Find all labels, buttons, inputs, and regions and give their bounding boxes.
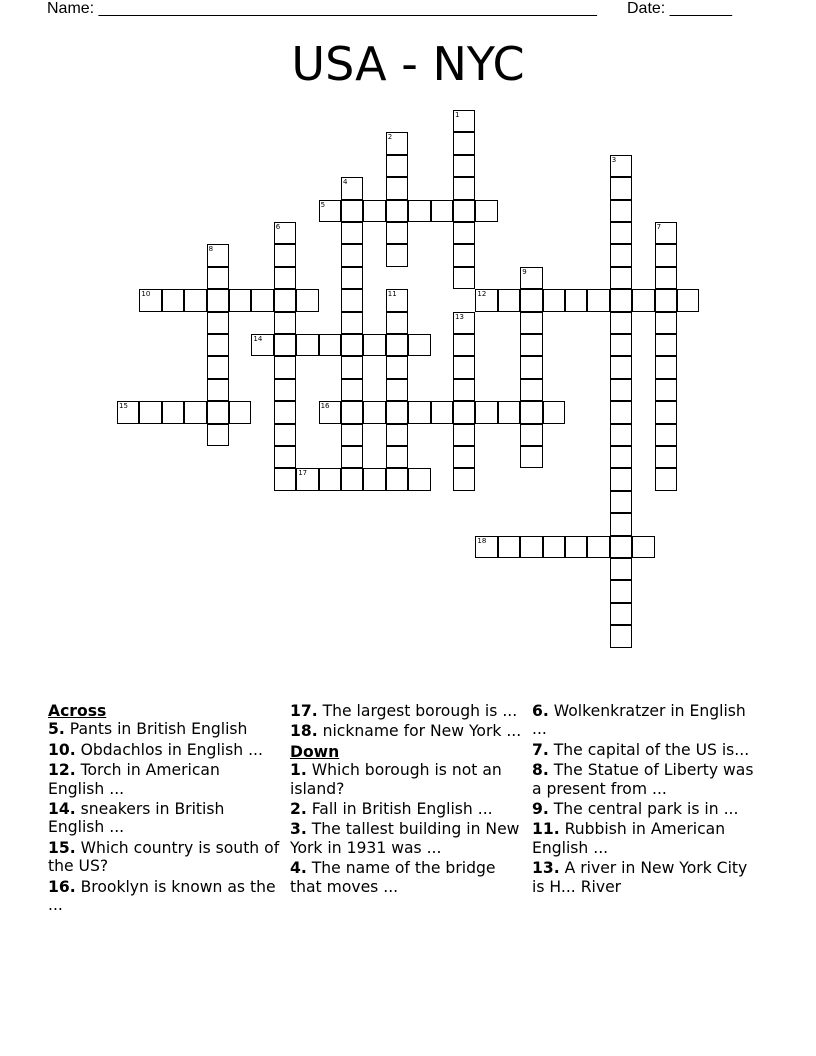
grid-cell[interactable] xyxy=(296,334,318,356)
grid-cell[interactable] xyxy=(520,334,542,356)
grid-cell[interactable] xyxy=(341,356,363,378)
cell-number: 15 xyxy=(119,402,128,411)
grid-cell[interactable] xyxy=(610,558,632,580)
grid-cell[interactable] xyxy=(610,177,632,199)
grid-cell[interactable] xyxy=(655,424,677,446)
clue-text: The Statue of Liberty was a present from ... xyxy=(532,761,754,798)
grid-cell[interactable] xyxy=(341,267,363,289)
grid-cell[interactable] xyxy=(229,289,251,311)
grid-cell[interactable] xyxy=(565,289,587,311)
grid-cell[interactable] xyxy=(520,424,542,446)
grid-cell[interactable] xyxy=(386,289,408,311)
grid-cell[interactable] xyxy=(431,401,453,423)
grid-cell[interactable] xyxy=(520,536,542,558)
grid-cell[interactable] xyxy=(453,424,475,446)
grid-cell[interactable] xyxy=(498,289,520,311)
grid-cell[interactable] xyxy=(341,379,363,401)
clue-number: 5. xyxy=(48,720,65,739)
clue-text: Pants in British English xyxy=(69,720,248,739)
grid-cell[interactable] xyxy=(610,580,632,602)
grid-cell[interactable] xyxy=(386,132,408,154)
grid-cell[interactable] xyxy=(207,267,229,289)
grid-cell[interactable] xyxy=(655,446,677,468)
grid-cell[interactable] xyxy=(386,155,408,177)
grid-cell[interactable] xyxy=(319,200,341,222)
grid-cell[interactable] xyxy=(453,132,475,154)
grid-cell[interactable] xyxy=(408,468,430,490)
grid-cell[interactable] xyxy=(341,289,363,311)
clue-number: 8. xyxy=(532,761,549,780)
grid-cell[interactable] xyxy=(655,379,677,401)
clue-across-14 xyxy=(48,800,280,837)
grid-cell[interactable] xyxy=(543,536,565,558)
grid-cell[interactable] xyxy=(207,401,229,423)
clue-text: Torch in American English ... xyxy=(48,761,220,798)
grid-cell[interactable] xyxy=(386,401,408,423)
grid-cell[interactable] xyxy=(453,379,475,401)
grid-cell[interactable] xyxy=(296,468,318,490)
grid-cell[interactable] xyxy=(543,401,565,423)
grid-cell[interactable] xyxy=(655,222,677,244)
grid-cell[interactable] xyxy=(408,200,430,222)
grid-cell[interactable] xyxy=(632,289,654,311)
clue-down-7 xyxy=(532,741,764,759)
grid-cell[interactable] xyxy=(677,289,699,311)
grid-cell[interactable] xyxy=(296,289,318,311)
grid-cell[interactable] xyxy=(386,468,408,490)
grid-cell[interactable] xyxy=(341,244,363,266)
grid-cell[interactable] xyxy=(610,312,632,334)
clue-text: Rubbish in American English ... xyxy=(532,820,726,857)
grid-cell[interactable] xyxy=(475,401,497,423)
grid-cell[interactable] xyxy=(386,244,408,266)
clue-text: A river in New York City is H... River xyxy=(532,859,748,896)
grid-cell[interactable] xyxy=(363,468,385,490)
grid-cell[interactable] xyxy=(274,401,296,423)
clue-number: 10. xyxy=(48,740,76,759)
clue-text: Which borough is not an island? xyxy=(290,761,502,798)
cell-number: 18 xyxy=(477,536,487,545)
cell-number: 9 xyxy=(522,267,527,276)
grid-cell[interactable] xyxy=(251,289,273,311)
clue-number: 15. xyxy=(48,838,76,857)
grid-cell[interactable] xyxy=(341,334,363,356)
grid-cell[interactable] xyxy=(453,334,475,356)
grid-cell[interactable] xyxy=(453,468,475,490)
grid-cell[interactable] xyxy=(610,379,632,401)
grid-cell[interactable] xyxy=(475,536,497,558)
grid-cell[interactable] xyxy=(274,356,296,378)
grid-cell[interactable] xyxy=(655,401,677,423)
grid-cell[interactable] xyxy=(610,603,632,625)
grid-cell[interactable] xyxy=(274,379,296,401)
clue-across-15 xyxy=(48,839,280,876)
grid-cell[interactable] xyxy=(319,468,341,490)
clues-column-2 xyxy=(290,702,522,898)
grid-cell[interactable] xyxy=(341,401,363,423)
grid-cell[interactable] xyxy=(274,424,296,446)
grid-cell[interactable] xyxy=(274,289,296,311)
grid-cell[interactable] xyxy=(274,446,296,468)
grid-cell[interactable] xyxy=(341,446,363,468)
cell-number: 14 xyxy=(253,335,263,343)
grid-cell[interactable] xyxy=(184,401,206,423)
clue-number: 17. xyxy=(290,702,318,720)
grid-cell[interactable] xyxy=(408,334,430,356)
cell-number: 11 xyxy=(387,290,397,299)
grid-cell[interactable] xyxy=(274,334,296,356)
grid-cell[interactable] xyxy=(162,289,184,311)
cell-number: 5 xyxy=(320,200,326,209)
grid-cell[interactable] xyxy=(207,424,229,446)
grid-cell[interactable] xyxy=(319,334,341,356)
name-field[interactable]: Name: ________________________________________________________ xyxy=(47,0,597,17)
clue-text: The capital of the US is... xyxy=(553,740,750,759)
grid-cell[interactable] xyxy=(475,289,497,311)
clues-column-3 xyxy=(532,702,764,898)
grid-cell[interactable] xyxy=(610,155,632,177)
grid-cell[interactable] xyxy=(408,401,430,423)
grid-cell[interactable] xyxy=(498,536,520,558)
grid-cell[interactable] xyxy=(386,177,408,199)
grid-cell[interactable] xyxy=(274,312,296,334)
grid-cell[interactable] xyxy=(453,244,475,266)
grid-cell[interactable] xyxy=(587,289,609,311)
grid-cell[interactable] xyxy=(386,334,408,356)
clue-number: 9. xyxy=(532,800,549,819)
grid-cell[interactable] xyxy=(453,110,475,132)
across-heading: Across xyxy=(48,702,107,720)
grid-cell[interactable] xyxy=(610,401,632,423)
clue-down-4 xyxy=(290,859,522,896)
grid-cell[interactable] xyxy=(520,289,542,311)
grid-cell[interactable] xyxy=(520,356,542,378)
grid-cell[interactable] xyxy=(655,244,677,266)
grid-cell[interactable] xyxy=(543,289,565,311)
grid-cell[interactable] xyxy=(453,155,475,177)
clue-text: Wolkenkratzer in English ... xyxy=(532,702,746,739)
cell-number: 16 xyxy=(320,402,330,411)
grid-cell[interactable] xyxy=(610,491,632,513)
grid-cell[interactable] xyxy=(386,446,408,468)
cell-number: 7 xyxy=(656,223,662,231)
cell-number: 3 xyxy=(611,155,617,164)
grid-cell[interactable] xyxy=(207,244,229,266)
grid-cell[interactable] xyxy=(610,244,632,266)
down-heading: Down xyxy=(290,742,340,761)
grid-cell[interactable] xyxy=(139,401,161,423)
clue-across-16 xyxy=(48,878,280,915)
grid-cell[interactable] xyxy=(229,401,251,423)
grid-cell[interactable] xyxy=(274,468,296,490)
grid-cell[interactable] xyxy=(453,267,475,289)
grid-cell[interactable] xyxy=(341,177,363,199)
clue-number: 1. xyxy=(290,761,307,780)
clue-down-9 xyxy=(532,800,764,818)
clue-down-11 xyxy=(532,820,764,857)
grid-cell[interactable] xyxy=(184,289,206,311)
grid-cell[interactable] xyxy=(610,200,632,222)
grid-cell[interactable] xyxy=(341,222,363,244)
clue-across-5 xyxy=(48,720,280,738)
clue-across-18 xyxy=(290,722,522,740)
grid-cell[interactable] xyxy=(207,289,229,311)
grid-cell[interactable] xyxy=(453,200,475,222)
clue-text: Brooklyn is known as the ... xyxy=(48,877,276,915)
clue-text: sneakers in British English ... xyxy=(48,800,225,837)
clue-number: 13. xyxy=(532,859,560,878)
cell-number: 1 xyxy=(455,111,460,119)
clue-number: 3. xyxy=(290,820,307,839)
grid-cell[interactable] xyxy=(610,468,632,490)
grid-cell[interactable] xyxy=(363,334,385,356)
grid-cell[interactable] xyxy=(520,379,542,401)
clue-text: The tallest building in New York in 1931 was ... xyxy=(290,820,520,857)
grid-cell[interactable] xyxy=(610,625,632,647)
cell-number: 8 xyxy=(208,245,214,254)
cell-number: 10 xyxy=(141,290,151,299)
grid-cell[interactable] xyxy=(139,289,161,311)
clue-down-3 xyxy=(290,820,522,857)
grid-cell[interactable] xyxy=(610,513,632,535)
grid-cell[interactable] xyxy=(363,200,385,222)
grid-cell[interactable] xyxy=(475,200,497,222)
grid-cell[interactable] xyxy=(610,222,632,244)
clue-down-1 xyxy=(290,761,522,798)
clue-number: 6. xyxy=(532,702,549,720)
clue-number: 18. xyxy=(290,722,318,741)
grid-cell[interactable] xyxy=(453,177,475,199)
clue-number: 2. xyxy=(290,800,307,819)
grid-cell[interactable] xyxy=(655,468,677,490)
grid-cell[interactable] xyxy=(655,334,677,356)
grid-cell[interactable] xyxy=(207,379,229,401)
clue-number: 4. xyxy=(290,859,307,878)
grid-cell[interactable] xyxy=(610,446,632,468)
grid-cell[interactable] xyxy=(453,312,475,334)
grid-cell[interactable] xyxy=(655,312,677,334)
grid-cell[interactable] xyxy=(610,356,632,378)
grid-cell[interactable] xyxy=(587,536,609,558)
grid-cell[interactable] xyxy=(453,446,475,468)
grid-cell[interactable] xyxy=(207,334,229,356)
grid-cell[interactable] xyxy=(363,401,385,423)
cell-number: 13 xyxy=(455,312,464,321)
clue-text: The name of the bridge that moves ... xyxy=(290,859,496,896)
grid-cell[interactable] xyxy=(565,536,587,558)
grid-cell[interactable] xyxy=(162,401,184,423)
grid-cell[interactable] xyxy=(610,334,632,356)
clue-number: 16. xyxy=(48,877,76,896)
clue-number: 7. xyxy=(532,740,549,759)
page-title: USA - NYC xyxy=(291,37,525,91)
grid-cell[interactable] xyxy=(453,356,475,378)
grid-cell[interactable] xyxy=(520,446,542,468)
clue-text: Fall in British English ... xyxy=(311,800,493,819)
grid-cell[interactable] xyxy=(274,244,296,266)
grid-cell[interactable] xyxy=(386,312,408,334)
clue-across-12 xyxy=(48,761,280,798)
clue-text: Obdachlos in English ... xyxy=(80,740,263,759)
cell-number: 6 xyxy=(275,223,281,231)
cell-number: 4 xyxy=(343,178,348,187)
grid-cell[interactable] xyxy=(655,356,677,378)
grid-cell[interactable] xyxy=(655,289,677,311)
grid-cell[interactable] xyxy=(274,267,296,289)
clue-number: 12. xyxy=(48,761,76,780)
grid-cell[interactable] xyxy=(274,222,296,244)
grid-cell[interactable] xyxy=(341,312,363,334)
grid-cell[interactable] xyxy=(386,379,408,401)
date-field[interactable]: Date: _______ xyxy=(627,0,732,17)
clue-text: The largest borough is ... xyxy=(322,702,518,720)
grid-cell[interactable] xyxy=(520,401,542,423)
clue-down-2 xyxy=(290,800,522,818)
grid-cell[interactable] xyxy=(386,200,408,222)
grid-cell[interactable] xyxy=(431,200,453,222)
grid-cell[interactable] xyxy=(498,401,520,423)
clue-down-6 xyxy=(532,702,764,739)
grid-cell[interactable] xyxy=(453,401,475,423)
grid-cell[interactable] xyxy=(341,200,363,222)
grid-cell[interactable] xyxy=(610,267,632,289)
grid-cell[interactable] xyxy=(632,536,654,558)
grid-cell[interactable] xyxy=(655,267,677,289)
cell-number: 17 xyxy=(298,469,308,478)
grid-cell[interactable] xyxy=(251,334,273,356)
grid-cell[interactable] xyxy=(207,356,229,378)
clue-number: 14. xyxy=(48,800,76,819)
clue-text: nickname for New York ... xyxy=(322,722,522,741)
clue-number: 11. xyxy=(532,820,560,839)
grid-cell[interactable] xyxy=(610,424,632,446)
grid-cell[interactable] xyxy=(341,468,363,490)
clue-text: The central park is in ... xyxy=(553,800,739,819)
grid-cell[interactable] xyxy=(117,401,139,423)
grid-cell[interactable] xyxy=(207,312,229,334)
cell-number: 12 xyxy=(477,290,487,299)
clue-across-10 xyxy=(48,741,280,759)
clue-across-17 xyxy=(290,702,522,720)
grid-cell[interactable] xyxy=(610,536,632,558)
clue-down-8 xyxy=(532,761,764,798)
grid-cell[interactable] xyxy=(386,424,408,446)
grid-cell[interactable] xyxy=(386,222,408,244)
grid-cell[interactable] xyxy=(610,289,632,311)
grid-cell[interactable] xyxy=(520,312,542,334)
clue-down-13 xyxy=(532,859,764,896)
grid-cell[interactable] xyxy=(520,267,542,289)
grid-cell[interactable] xyxy=(386,356,408,378)
clues-column-1 xyxy=(48,702,280,916)
clue-text: Which country is south of the US? xyxy=(48,838,280,876)
grid-cell[interactable] xyxy=(341,424,363,446)
grid-cell[interactable] xyxy=(319,401,341,423)
grid-cell[interactable] xyxy=(453,222,475,244)
cell-number: 2 xyxy=(387,133,393,142)
